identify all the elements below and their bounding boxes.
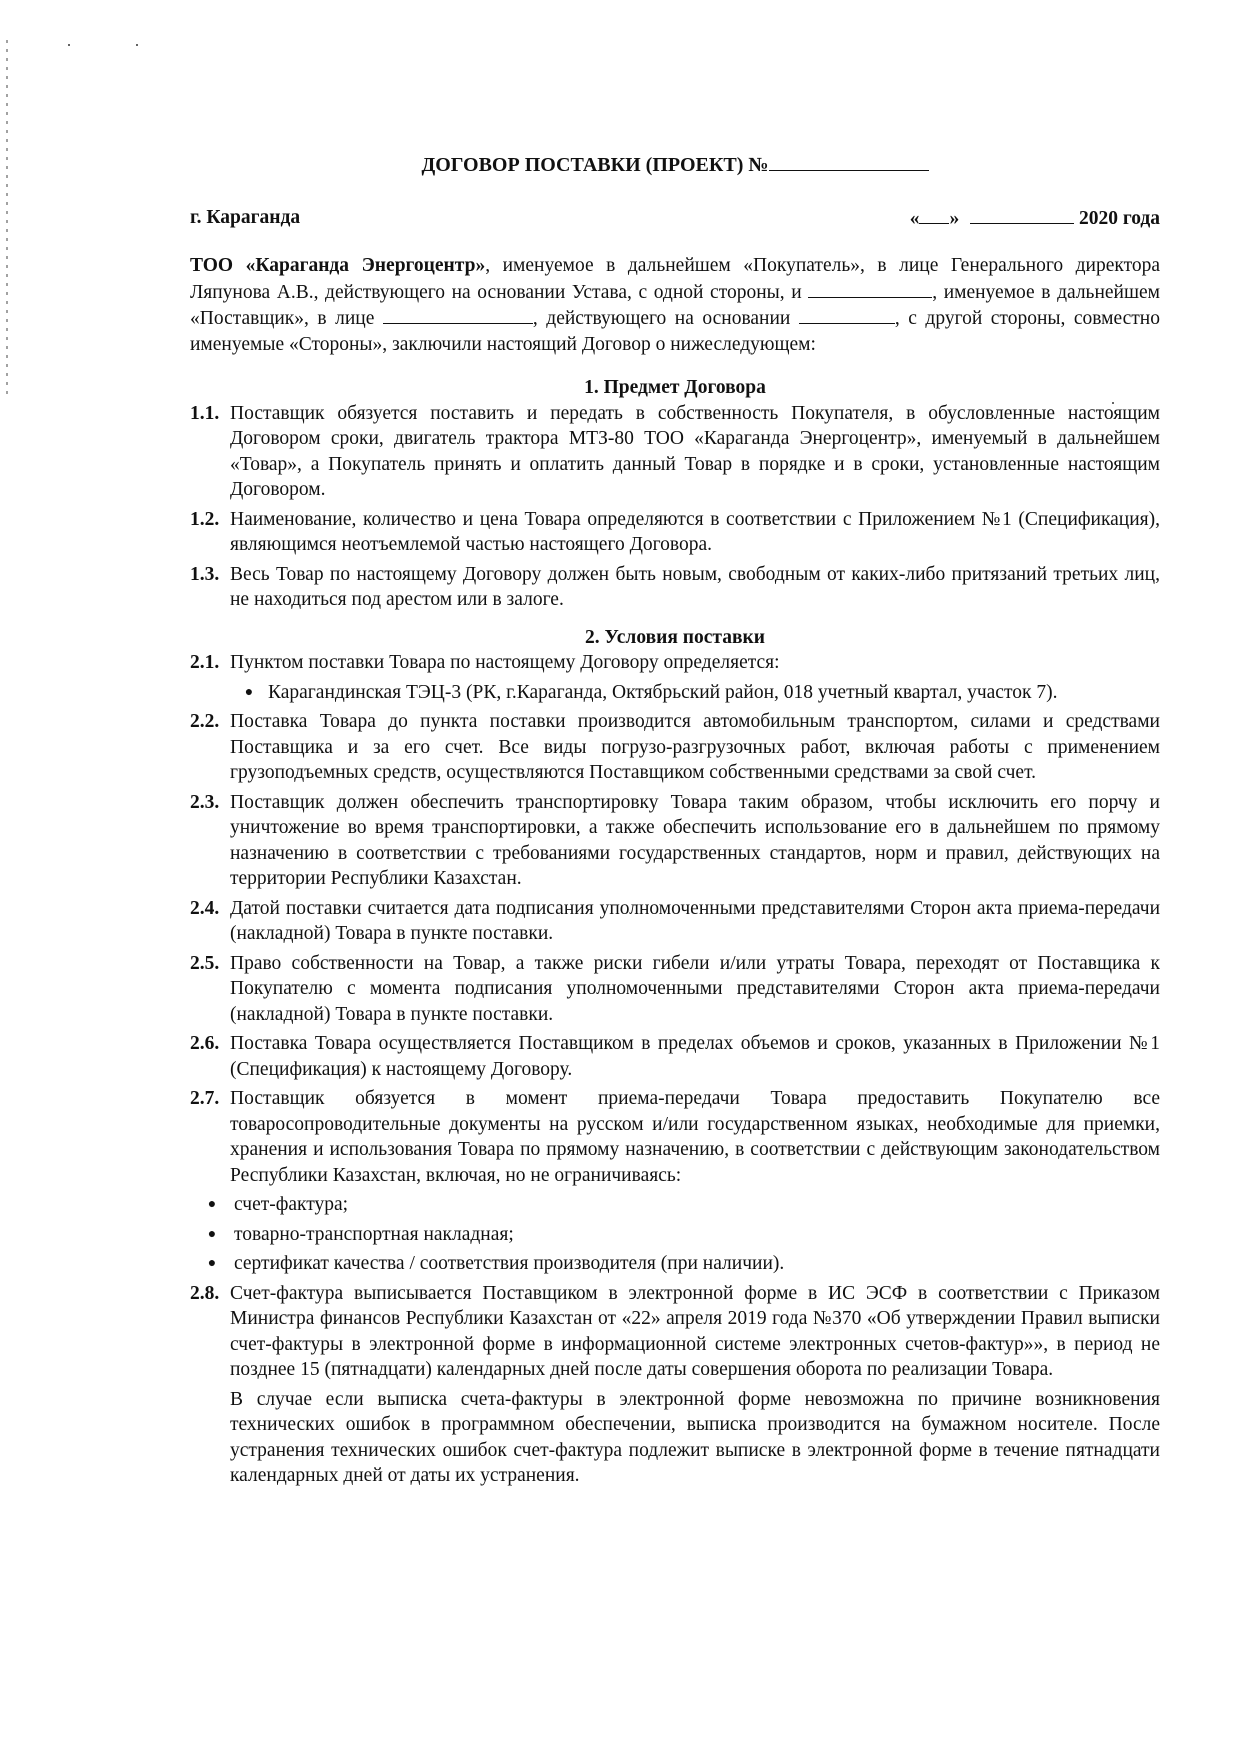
delivery-point-list [230, 680, 1160, 706]
clause-2-6 [190, 1031, 1160, 1082]
document-title [190, 150, 1160, 179]
bullet-icon: ● [244, 684, 254, 700]
clause-2-4 [190, 896, 1160, 947]
documents-list [190, 1192, 1160, 1277]
section-delivery-terms [190, 625, 1160, 1489]
clause-text: Поставщик обязуется поставить и передать в собственность Покупателя, в обусловленные настоящим Договором сроки, двигатель трактора МТЗ-80 ТОО «Караганда Энергоцентр», именуемый в дальнейшем «Товар», а Покупатель принять и оплатить данный Товар в порядке и в сроки, установленные настоящим Договором. [230, 402, 1160, 500]
clause-text: Весь Товар по настоящему Договору должен быть новым, свободным от каких-либо притязаний третьих лиц, не находиться под арестом или в залоге. [230, 563, 1160, 610]
document-page [190, 150, 1160, 1489]
clause-2-3 [190, 790, 1160, 892]
bullet-icon: ● [207, 1256, 217, 1271]
clause-text: Поставщик обязуется в момент приема-передачи Товара предоставить Покупателю все товаросопроводительные документы на русском и/или государственном языках, необходимые для приемки, хранения и использования Товара по прямому назначению, в соответствии с действующим законодательством Республики Казахстан, включая, но не ограничиваясь: [230, 1088, 1160, 1186]
preamble-part-2: , именуемое в дальнейшем «Поставщик», в лице [190, 281, 1160, 329]
clause-number: 1.3. [190, 563, 220, 585]
list-item [190, 1222, 1160, 1248]
city-date-row [190, 205, 1160, 232]
clause-2-8-paragraph-2: В случае если выписка счета-фактуры в электронной форме невозможна по причине возникновения технических ошибок в программном обеспечении, выписка производится на бумажном носителе. После устранения технических ошибок счет-фактура подлежит выписке в электронной форме в течение пятнадцати календарных дней от даты их устранения. [230, 1388, 1160, 1486]
scan-speck [136, 44, 138, 46]
preamble [190, 253, 1160, 357]
section-subject [190, 375, 1160, 613]
clause-2-1 [190, 650, 1160, 676]
clause-number: 1.1. [190, 402, 220, 424]
clause-2-8 [190, 1281, 1160, 1383]
section-title: 1. Предмет Договора [584, 377, 766, 398]
contract-number-blank [769, 150, 929, 171]
clause-1-3 [190, 562, 1160, 613]
clause-text: Поставка Товара осуществляется Поставщиком в пределах объемов и сроков, указанных в Приложении №1 (Спецификация) к настоящему Договору. [230, 1033, 1160, 1080]
clause-text: Поставка Товара до пункта поставки производится автомобильным транспортом, силами и средствами Поставщика и за его счет. Все виды погрузо-разгрузочных работ, включая работы с применением грузоподъемных средств, осуществляются Поставщиком собственными средствами за свой счет. [230, 711, 1160, 783]
bullet-icon: ● [207, 1226, 217, 1242]
date-month-blank [970, 205, 1074, 224]
bullet-icon: ● [207, 1197, 217, 1212]
city-label: г. Караганда [190, 206, 301, 228]
clause-number: 2.3. [190, 791, 220, 813]
date-day-blank [919, 205, 949, 224]
clause-text: Поставщик должен обеспечить транспортировку Товара таким образом, чтобы исключить его порчу и уничтожение во время транспортировки, а также обеспечить использование его в дальнейшем по прямому назначению в соответствии с требованиями государственных стандартов, норм и правил, действующих на территории Республики Казахстан. [230, 791, 1160, 889]
supplier-representative-blank [383, 305, 533, 324]
clause-2-5 [190, 951, 1160, 1028]
document-item-text: счет-фактура; [234, 1194, 349, 1215]
date-year: 2020 года [1078, 207, 1160, 229]
scan-edge-artifact [6, 40, 8, 400]
supplier-basis-blank [799, 305, 895, 324]
clause-number: 2.7. [190, 1088, 220, 1109]
scan-speck [68, 44, 70, 46]
delivery-point-text: Карагандинская ТЭЦ-3 (РК, г.Караганда, Октябрьский район, 018 учетный квартал, участок 7). [268, 681, 1058, 703]
clause-2-2 [190, 709, 1160, 786]
preamble-part-4: , с другой стороны, совместно именуемые «Стороны», заключили настоящий Договор о нижеследующем: [190, 308, 1160, 355]
clause-text: Право собственности на Товар, а также риски гибели и/или утраты Товара, переходят от Поставщика к Покупателю с момента подписания уполномоченными представителями Сторон акта приема-передачи (накладной) Товара в пункте поставки. [230, 952, 1160, 1025]
document-item-text: товарно-транспортная накладная; [234, 1223, 514, 1245]
date-quote-close: » [949, 207, 960, 229]
preamble-part-3: , действующего на основании [532, 308, 799, 329]
date-field [910, 205, 1160, 232]
clause-number: 2.6. [190, 1033, 220, 1054]
section-title: 2. Условия поставки [585, 626, 765, 648]
clause-number: 2.5. [190, 952, 220, 974]
buyer-company-name: ТОО «Караганда Энергоцентр» [190, 255, 486, 276]
document-title-text: ДОГОВОР ПОСТАВКИ (ПРОЕКТ) № [421, 154, 769, 176]
clause-number: 2.4. [190, 897, 220, 919]
clause-text: Датой поставки считается дата подписания уполномоченными представителями Сторон акта приема-передачи (накладной) Товара в пункте поставки. [230, 897, 1160, 944]
clause-number: 2.1. [190, 652, 220, 673]
date-quote-open: « [909, 207, 920, 229]
document-item-text: сертификат качества / соответствия производителя (при наличии). [234, 1253, 785, 1274]
clause-number: 2.2. [190, 711, 220, 732]
list-item [190, 1192, 1160, 1218]
clause-1-2 [190, 507, 1160, 558]
clause-2-7 [190, 1086, 1160, 1188]
clause-text: Наименование, количество и цена Товара определяются в соответствии с Приложением №1 (Спецификация), являющимся неотъемлемой частью настоящего Договора. [230, 508, 1160, 555]
clause-text: Пунктом поставки Товара по настоящему Договору определяется: [230, 652, 780, 673]
clause-number: 2.8. [190, 1282, 220, 1304]
clause-number: 1.2. [190, 508, 220, 530]
list-item [230, 680, 1160, 706]
list-item [190, 1251, 1160, 1277]
preamble-part-1: , именуемое в дальнейшем «Покупатель», в лице Генерального директора Ляпунова А.В., действующего на основании Устава, с одной стороны, и [190, 255, 1161, 303]
clause-1-1 [190, 401, 1160, 503]
supplier-name-blank [808, 279, 932, 298]
clause-text: Счет-фактура выписывается Поставщиком в электронной форме в ИС ЭСФ в соответствии с Приказом Министра финансов Республики Казахстан от «22» апреля 2019 года №370 «Об утверждении Правил выписки счет-фактуры в электронной форме в информационной системе электронных счетов-фактур»», в период не позднее 15 (пятнадцати) календарных дней после даты совершения оборота по реализации Товара. [230, 1282, 1160, 1380]
